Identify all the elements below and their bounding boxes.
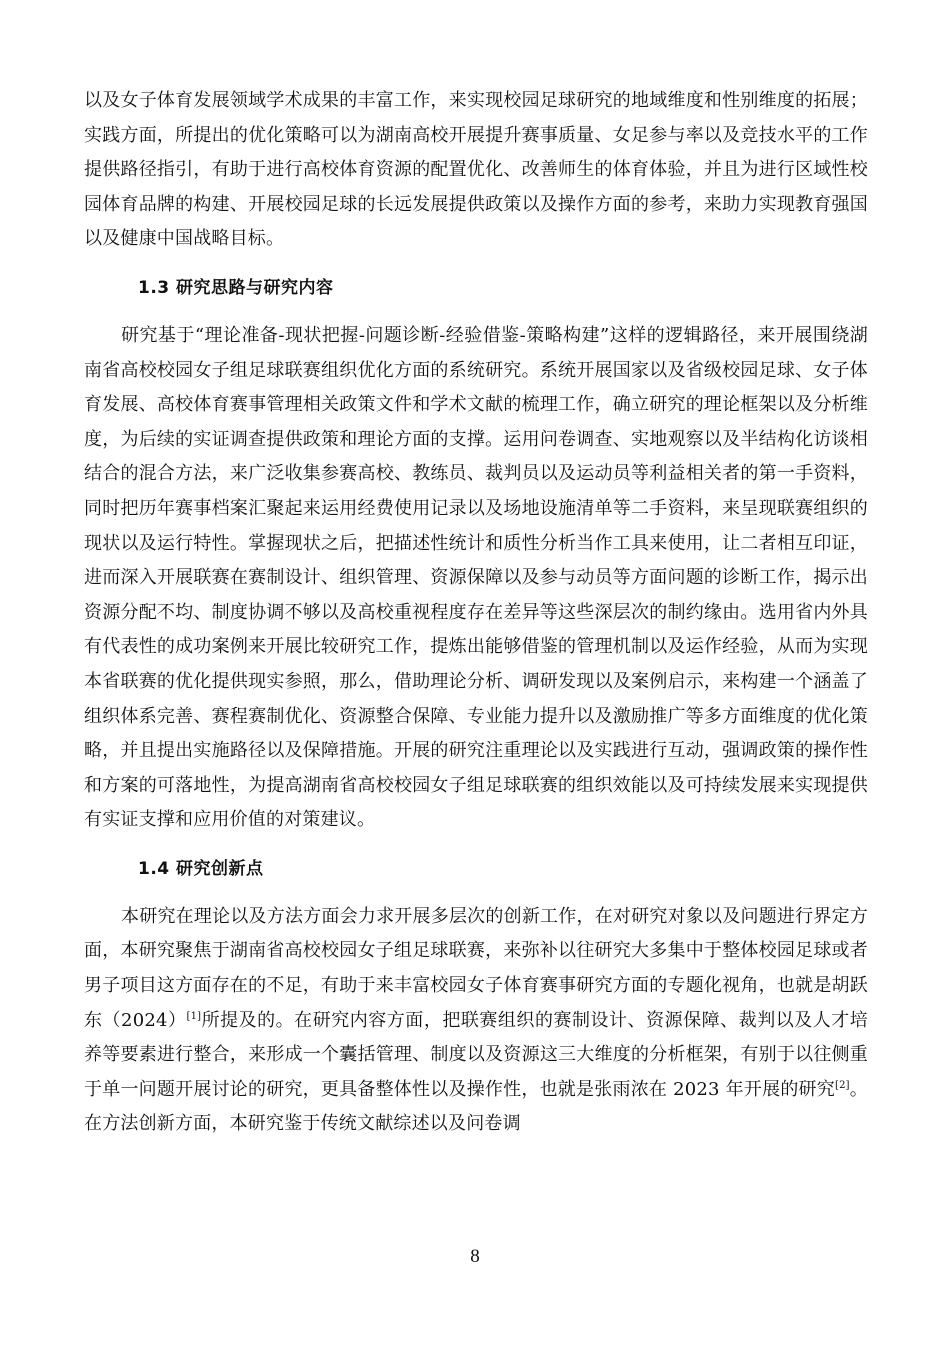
section-1-4-text-part2: 所提及的。在研究内容方面，把联赛组织的赛制设计、资源保障、裁判以及人才培养等要素进行整合，来形成一个囊括管理、制度以及资源这三大维度的分析框架，有别于以往侧重于单一问题开展讨论的研究，更具备整体性以及操作性，也就是张雨浓在 2023 年开展的研究 bbox=[84, 1009, 868, 1100]
citation-reference-2[interactable]: [2] bbox=[835, 1079, 850, 1091]
page-number: 8 bbox=[470, 1246, 480, 1267]
citation-reference-1[interactable]: [1] bbox=[186, 1010, 202, 1022]
intro-continuation-paragraph: 以及女子体育发展领域学术成果的丰富工作，来实现校园足球研究的地域维度和性别维度的拓展；实践方面，所提出的优化策略可以为湖南高校开展提升赛事质量、女足参与率以及竞技水平的工作提供路径指引，有助于进行高校体育资源的配置优化、改善师生的体育体验，并且为进行区域性校园体育品牌的构建、开展校园足球的长远发展提供政策以及操作方面的参考，来助力实现教育强国以及健康中国战略目标。 bbox=[84, 90, 868, 250]
section-1-4-text-part3: 。在方法创新方面，本研究鉴于传统文献综述以及问卷调 bbox=[84, 1078, 868, 1135]
section-1-3-paragraph: 研究基于“理论准备-现状把握-问题诊断-经验借鉴-策略构建”这样的逻辑路径，来开展围绕湖南省高校校园女子组足球联赛组织优化方面的系统研究。系统开展国家以及省级校园足球、女子体育发展、高校体育赛事管理相关政策文件和学术文献的梳理工作，确立研究的理论框架以及分析维度，为后续的实证调查提供政策和理论方面的支撑。运用问卷调查、实地观察以及半结构化访谈相结合的混合方法，来广泛收集参赛高校、教练员、裁判员以及运动员等利益相关者的第一手资料，同时把历年赛事档案汇聚起来运用经费使用记录以及场地设施清单等二手资料，来呈现联赛组织的现状以及运行特性。掌握现状之后，把描述性统计和质性分析当作工具来使用，让二者相互印证，进而深入开展联赛在赛制设计、组织管理、资源保障以及参与动员等方面问题的诊断工作，揭示出资源分配不均、制度协调不够以及高校重视程度存在差异等这些深层次的制约缘由。选用省内外具有代表性的成功案例来开展比较研究工作，提炼出能够借鉴的管理机制以及运作经验，从而为实现本省联赛的优化提供现实参照，那么，借助理论分析、调研发现以及案例启示，来构建一个涵盖了组织体系完善、赛程赛制优化、资源整合保障、专业能力提升以及激励推广等多方面维度的优化策略，并且提出实施路径以及保障措施。开展的研究注重理论以及实践进行互动，强调政策的操作性和方案的可落地性，为提高湖南省高校校园女子组足球联赛的组织效能以及可持续发展来实现提供有实证支撑和应用价值的对策建议。 bbox=[84, 324, 868, 831]
section-heading-1-3: 1.3 研究思路与研究内容 bbox=[138, 277, 334, 298]
section-1-4-paragraph bbox=[84, 900, 868, 1142]
section-heading-1-4: 1.4 研究创新点 bbox=[138, 858, 264, 879]
page-content bbox=[84, 84, 868, 1142]
section-1-4-text-part1: 本研究在理论以及方法方面会力求开展多层次的创新工作，在对研究对象以及问题进行界定方面，本研究聚焦于湖南省高校校园女子组足球联赛，来弥补以往研究大多集中于整体校园足球或者男子项目这方面存在的不足，有助于来丰富校园女子体育赛事研究方面的专题化视角，也就是胡跃东（2024） bbox=[84, 905, 868, 1031]
